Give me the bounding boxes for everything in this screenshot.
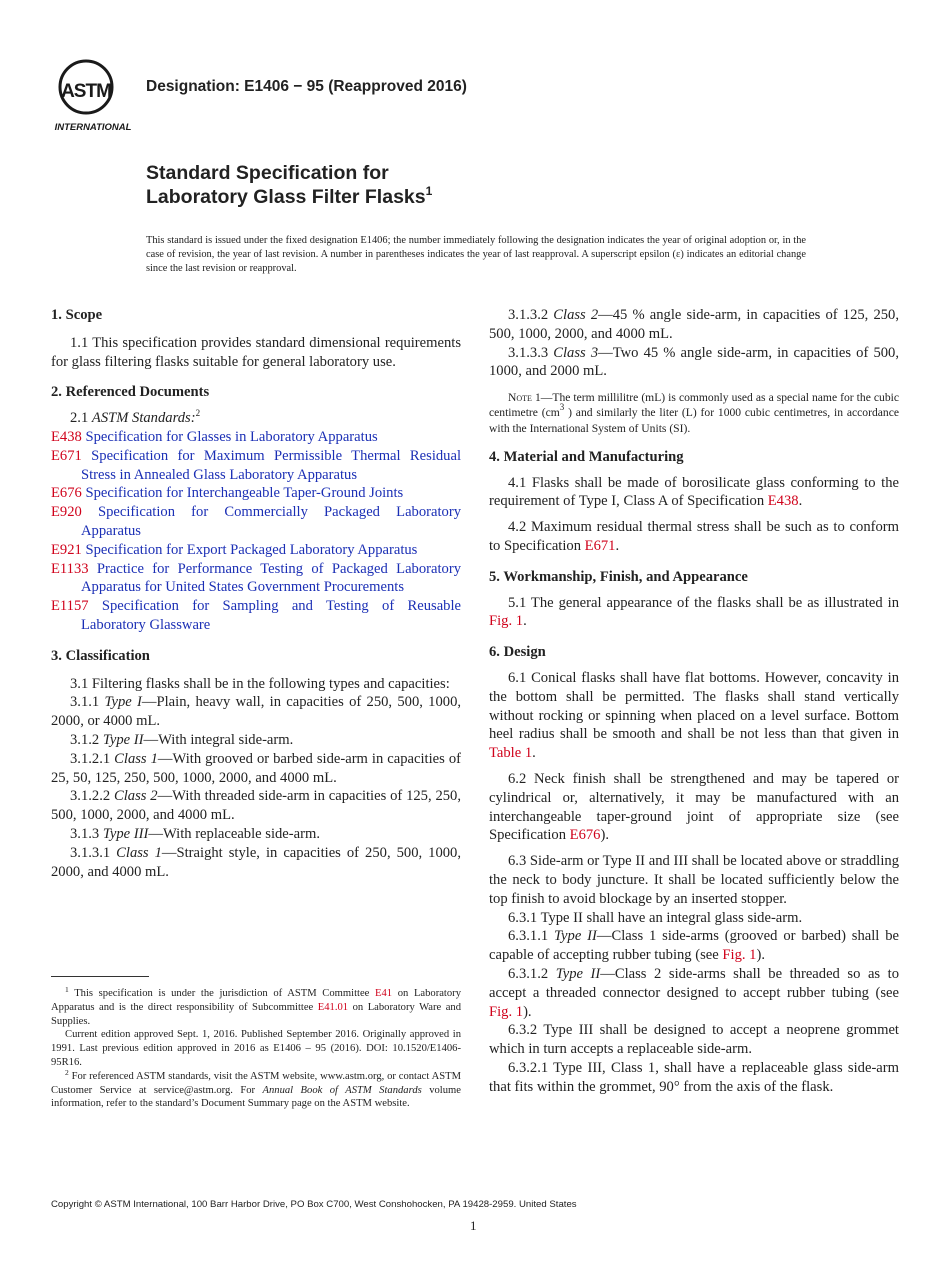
paragraph-6-3-1-2 <box>489 965 899 1021</box>
paragraph-3-1-3-2 <box>489 306 899 344</box>
text: —With integral side-arm. <box>143 731 294 748</box>
designation: Designation: E1406 − 95 (Reapproved 2016) <box>146 78 467 95</box>
ref-title[interactable]: Specification for Glasses in Laboratory Apparatus <box>85 428 378 445</box>
ref-title[interactable]: Specification for Maximum Permissible Thermal Residual Stress in Annealed Glass Laboratory Apparatus <box>81 447 461 483</box>
em: Class 3 <box>553 344 599 361</box>
fn-num: 2 <box>65 1067 69 1077</box>
ref-item[interactable] <box>51 560 461 598</box>
num: 3.1.3.1 <box>70 844 111 861</box>
ref-code[interactable]: E921 <box>51 541 82 558</box>
fn-text: on Laboratory Apparatus and is the direct responsibility of Subcommittee <box>51 988 461 1013</box>
note-text: ) and similarly the liter (L) for 1000 cubic centimetres, in accordance with the International System of Units (SI). <box>489 406 899 435</box>
committee-link[interactable]: E41 <box>375 988 393 999</box>
em: Class 1 <box>114 750 158 767</box>
text: —Plain, heavy wall, in capacities of 250, 500, 1000, 2000, or 4000 mL. <box>51 694 462 730</box>
ref-title[interactable]: Specification for Commercially Packaged Laboratory Apparatus <box>81 504 461 539</box>
em: Type II <box>555 965 601 982</box>
paragraph-6-3-2: 6.3.2 Type III shall be designed to accept a neoprene grommet which in turn accepts a replaceable side-arm. <box>489 1022 899 1058</box>
paragraph-3-1: 3.1 Filtering flasks shall be in the following types and capacities: <box>70 675 450 692</box>
fn-text: on Laboratory Ware and Supplies. <box>51 1001 461 1027</box>
title-line-2-text: Laboratory Glass Filter Flasks <box>146 186 426 208</box>
num: 6.3.1.1 <box>508 928 549 945</box>
paragraph-6-1 <box>489 669 899 763</box>
paragraph-6-3-1-1 <box>489 927 899 965</box>
ref-title[interactable]: Specification for Sampling and Testing of Reusable Laboratory Glassware <box>81 598 461 633</box>
paragraph-3-1-1 <box>51 693 461 731</box>
text: —With grooved or barbed side-arm in capacities of 25, 50, 125, 250, 500, 1000, 2000, and 4000 mL. <box>51 750 461 786</box>
text: ). <box>600 827 609 844</box>
text: 4.2 Maximum residual thermal stress shall be such as to conform to Specification <box>489 519 899 554</box>
text: —45 % angle side-arm, in capacities of 125, 250, 500, 1000, 2000, and 4000 mL. <box>489 307 899 342</box>
paragraph-1-1: 1.1 This specification provides standard dimensional requirements for glass filtering flasks suitable for general laboratory use. <box>51 334 461 370</box>
title-line-1: Standard Specification for <box>146 162 389 184</box>
em: Class 1 <box>116 844 162 861</box>
text: —With threaded side-arm in capacities of 125, 250, 500, 1000, 2000, and 4000 mL. <box>51 788 461 824</box>
ref-title[interactable]: Practice for Performance Testing of Packaged Laboratory Apparatus for United States Government Procurements <box>81 560 461 596</box>
paragraph-6-2 <box>489 770 899 845</box>
num: 3.1.2.2 <box>70 788 111 805</box>
text: 5.1 The general appearance of the flasks shall be as illustrated in <box>508 594 899 611</box>
text: . <box>798 493 803 510</box>
em: Type II <box>102 731 144 748</box>
ref-code[interactable]: E676 <box>51 485 82 502</box>
section-heading-referenced-documents: 2. Referenced Documents <box>51 384 210 401</box>
text: 6.1 Conical flasks shall have flat bottoms. However, concavity in the bottom shall be permitted. The flasks shall stand vertically without rocking or spinning when placed on a level surface. Bottom heel radius shall be smooth and shall be not less than that given in <box>489 669 899 743</box>
e438-link[interactable]: E438 <box>767 493 799 510</box>
paragraph-3-1-3-1 <box>51 844 461 882</box>
section-heading-scope: 1. Scope <box>51 307 103 323</box>
ref-code[interactable]: E1133 <box>51 560 89 577</box>
text: 4.1 Flasks shall be made of borosilicate glass conforming to the requirement of Type I, Class A of Specification <box>489 474 899 510</box>
text: —Two 45 % angle side-arm, in capacities of 500, 1000, and 2000 mL. <box>489 344 899 380</box>
astm-standards-label: ASTM Standards: <box>91 410 196 427</box>
note-sup: 3 <box>559 402 565 413</box>
num: 3.1.3 <box>70 825 100 842</box>
em: Class 2 <box>553 307 599 323</box>
text: —With replaceable side-arm. <box>148 825 320 842</box>
paragraph-6-3: 6.3 Side-arm or Type II and III shall be located above or straddling the neck to body juncture. It shall be located sufficiently below the top finish to avoid blockage by an inserted stopper. <box>489 853 899 907</box>
paragraph-5-1 <box>489 594 899 632</box>
ref-code[interactable]: E1157 <box>51 598 89 615</box>
text: ). <box>523 1003 532 1020</box>
ref-title[interactable]: Specification for Export Packaged Laboratory Apparatus <box>85 541 418 558</box>
e671-link[interactable]: E671 <box>584 537 616 554</box>
table-1-link[interactable]: Table 1 <box>489 745 533 762</box>
footnote-divider <box>51 976 149 977</box>
text: . <box>523 613 527 630</box>
em: Type I <box>104 694 142 711</box>
e676-link[interactable]: E676 <box>569 827 601 844</box>
section-heading-workmanship: 5. Workmanship, Finish, and Appearance <box>489 568 748 585</box>
num: 3.1.2 <box>70 731 100 748</box>
num: 6.3.1.2 <box>508 965 549 982</box>
paragraph-6-3-2-1: 6.3.2.1 Type III, Class 1, shall have a replaceable glass side-arm that fits within the grommet, 90° from the axis of the flask. <box>489 1059 899 1095</box>
text: . <box>615 537 620 554</box>
fn-text: For referenced ASTM standards, visit the ASTM website, www.astm.org, or contact ASTM Customer Service at service@astm.org. For <box>51 1070 461 1096</box>
footnote-ref-2[interactable]: 2 <box>195 408 201 419</box>
fn-text: volume information, refer to the standard’s Document Summary page on the ASTM website. <box>51 1084 461 1110</box>
ref-title[interactable]: Specification for Interchangeable Taper-Ground Joints <box>85 485 404 502</box>
preamble: This standard is issued under the fixed designation E1406; the number immediately following the designation indicates the year of original adoption or, in the case of revision, the year of last revision. A number in parentheses indicates the year of last reapproval. A superscript epsilon (ε) indicates an editorial change since the last revision or reapproval. <box>146 235 806 274</box>
ref-code[interactable]: E920 <box>51 504 82 521</box>
text: ). <box>756 947 765 964</box>
page-title <box>146 161 432 209</box>
ref-item[interactable] <box>51 484 461 503</box>
ref-item[interactable] <box>51 447 461 485</box>
subcommittee-link[interactable]: E41.01 <box>317 1001 349 1013</box>
paragraph-4-1 <box>489 474 899 512</box>
ref-item[interactable] <box>51 541 461 560</box>
num: 3.1.3.3 <box>508 344 549 361</box>
num: 3.1.2.1 <box>70 750 111 767</box>
note-text: —The term millilitre (mL) is commonly used as a special name for the cubic centimetre (cm <box>489 391 899 420</box>
text: 6.2 Neck finish shall be strengthened and may be tapered or cylindrical or, alternatively, it may be manufactured with an interchangeable taper-ground joint of appropriate size (see Specification <box>489 770 899 844</box>
page-number: 1 <box>470 1218 477 1233</box>
paragraph-3-1-2 <box>51 731 461 750</box>
paragraph-3-1-3-3 <box>489 344 899 382</box>
em: Class 2 <box>113 788 158 805</box>
note-label: Note 1 <box>508 391 541 405</box>
fig-1-link[interactable]: Fig. 1 <box>722 947 757 964</box>
right-column <box>489 306 899 1097</box>
ref-item[interactable] <box>51 428 461 447</box>
em: Type II <box>554 928 597 945</box>
logo-subtext: INTERNATIONAL <box>54 122 132 133</box>
num: 3.1.3.2 <box>508 307 549 323</box>
copyright: Copyright © ASTM International, 100 Barr Harbor Drive, PO Box C700, West Conshohocken, PA 19428-2959. United States <box>51 1199 577 1210</box>
em: Type III <box>102 825 149 842</box>
note-1 <box>489 390 899 436</box>
paragraph-6-3-1: 6.3.1 Type II shall have an integral glass side-arm. <box>508 909 803 926</box>
section-heading-design: 6. Design <box>489 644 546 661</box>
fn-em: Annual Book of ASTM Standards <box>262 1084 422 1096</box>
paragraph-2-1 <box>51 409 461 428</box>
title-footnote-ref[interactable]: 1 <box>425 184 433 198</box>
paragraph-3-1-2-1 <box>51 750 461 788</box>
fn-num: 1 <box>65 985 69 994</box>
fn-text: This specification is under the jurisdiction of ASTM Committee <box>74 988 375 999</box>
text: —Class 1 side-arms (grooved or barbed) shall be capable of accepting rubber tubing (see <box>489 928 900 964</box>
text: . <box>532 745 536 762</box>
fig-1-link[interactable]: Fig. 1 <box>489 613 524 630</box>
ref-item[interactable] <box>51 597 461 635</box>
astm-logo <box>52 55 134 133</box>
text: —Straight style, in capacities of 250, 500, 1000, 2000, and 4000 mL. <box>51 844 461 880</box>
title-line-2 <box>146 185 432 209</box>
logo-text: ASTM <box>61 81 111 102</box>
text: —Class 2 side-arms shall be threaded so as to accept a threaded connector designed to accept rubber tubing (see <box>489 965 900 1001</box>
footnote-1-edition: Current edition approved Sept. 1, 2016. Published September 2016. Originally approved in 1991. Last previous edition approved in 2016 as E1406 – 95 (2016). DOI: 10.1520/E1406-95R16. <box>51 1029 461 1068</box>
section-heading-material: 4. Material and Manufacturing <box>489 448 684 465</box>
left-column <box>51 306 461 881</box>
num: 3.1.1 <box>70 694 100 711</box>
num-2-1: 2.1 <box>70 410 89 427</box>
footnote-1 <box>51 987 461 1028</box>
ref-item[interactable] <box>51 503 461 541</box>
ref-code[interactable]: E671 <box>51 447 82 464</box>
fig-1-link[interactable]: Fig. 1 <box>489 1003 524 1020</box>
paragraph-3-1-3 <box>51 825 461 844</box>
footnote-2 <box>51 1067 461 1111</box>
paragraph-3-1-2-2 <box>51 787 461 825</box>
ref-code[interactable]: E438 <box>51 428 82 445</box>
section-heading-classification: 3. Classification <box>51 647 150 664</box>
footnotes <box>51 987 461 1111</box>
paragraph-4-2 <box>489 518 899 556</box>
